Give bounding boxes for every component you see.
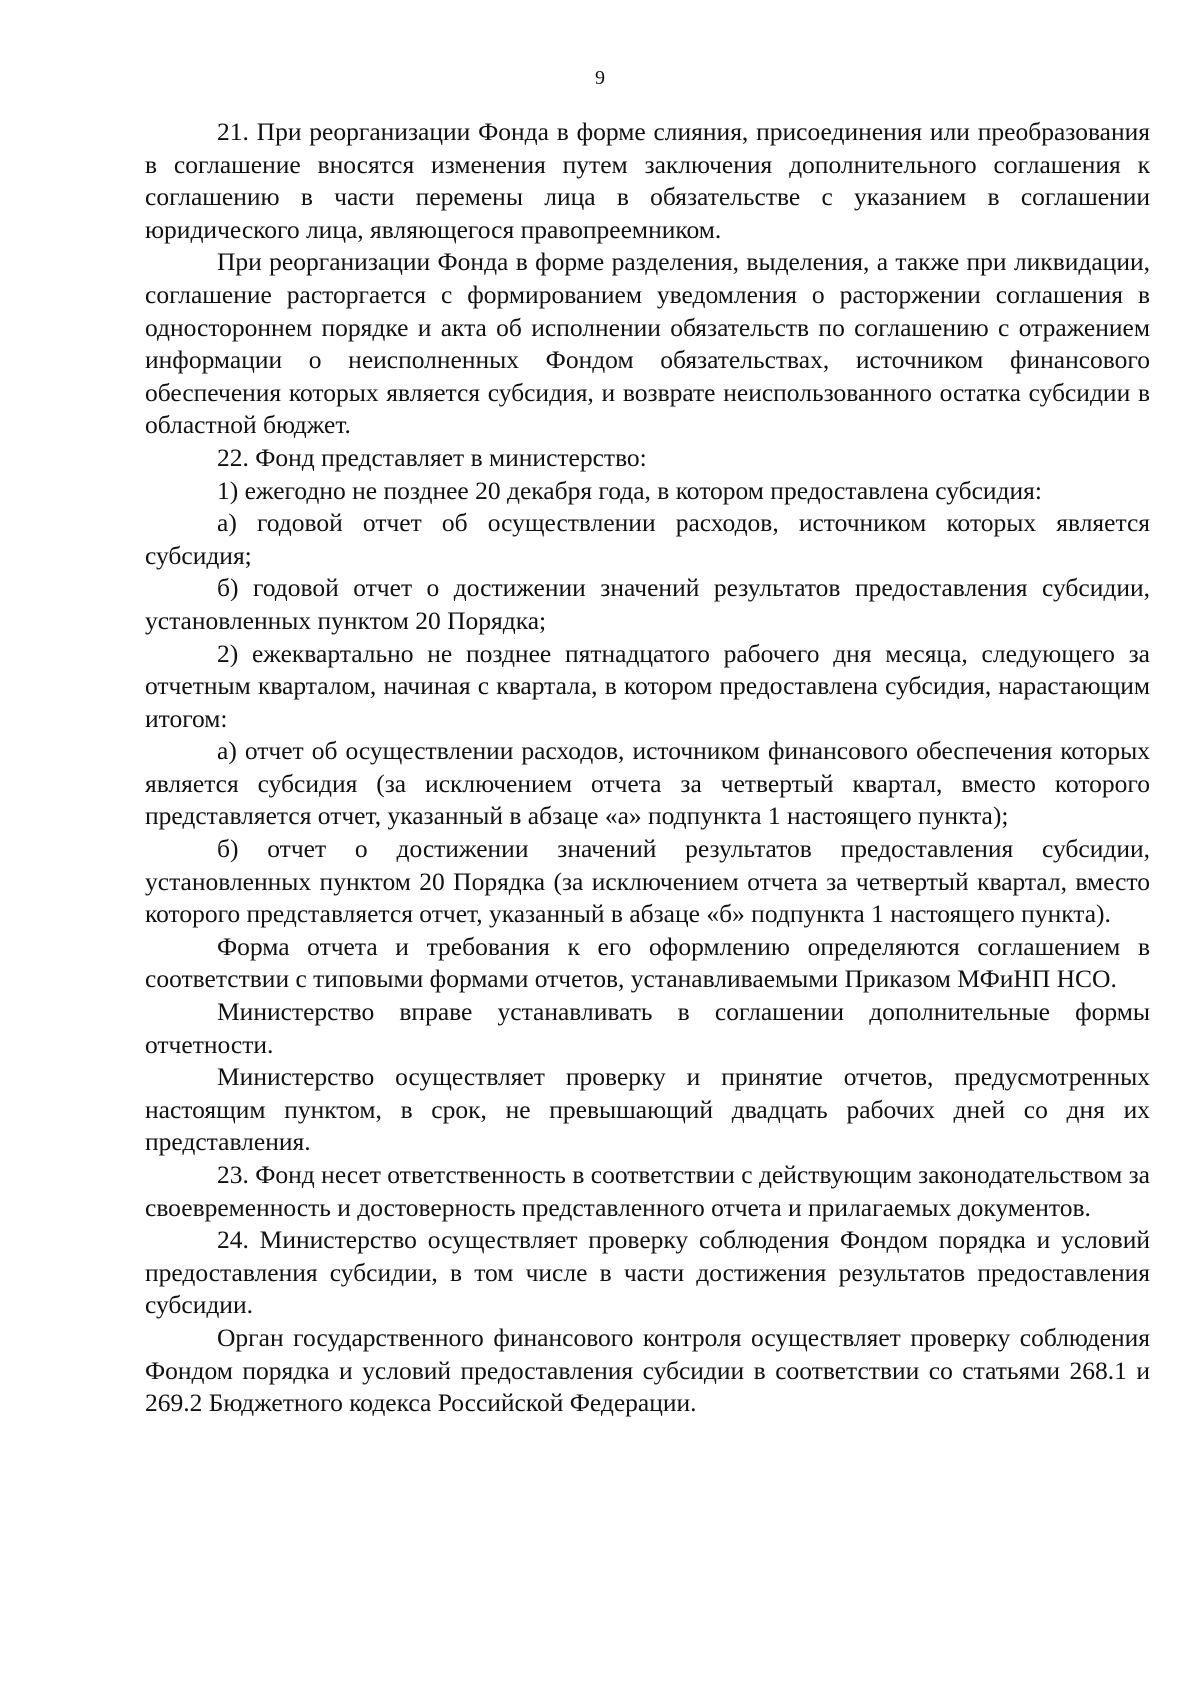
paragraph-22-item-2: 2) ежеквартально не позднее пятнадцатого рабочего дня месяца, следующего за отчетным кварталом, начиная с квартала, в котором предоставлена субсидия, нарастающим итогом: bbox=[145, 638, 1150, 733]
paragraph-22-item-1a: а) годовой отчет об осуществлении расходов, источником которых является субсидия; bbox=[145, 508, 1150, 570]
paragraph-financial-control: Орган государственного финансового контроля осуществляет проверку соблюдения Фондом порядка и условий предоставления субсидии в соответствии со статьями 268.1 и 269.2 Бюджетного кодекса Российской Федерации. bbox=[145, 1322, 1150, 1418]
document-body bbox=[145, 116, 1150, 1420]
paragraph-22-item-2a: а) отчет об осуществлении расходов, источником финансового обеспечения которых является субсидия (за исключением отчета за четвертый квартал, вместо которого представляется отчет, указанный в абзаце «а» подпункта 1 настоящего пункта); bbox=[145, 736, 1150, 831]
paragraph-report-form: Форма отчета и требования к его оформлению определяются соглашением в соответствии с типовыми формами отчетов, устанавливаемыми Приказом МФиНП НСО. bbox=[145, 931, 1150, 994]
paragraph-24: 24. Министерство осуществляет проверку соблюдения Фондом порядка и условий предоставления субсидии, в том числе в части достижения результатов предоставления субсидии. bbox=[145, 1225, 1150, 1320]
paragraph-21: 21. При реорганизации Фонда в форме слияния, присоединения или преобразования в соглашение вносятся изменения путем заключения дополнительного соглашения к соглашению в части перемены лица в обязательстве с указанием в соглашении юридического лица, являющегося правопреемником. bbox=[145, 117, 1150, 244]
paragraph-additional-forms: Министерство вправе устанавливать в соглашении дополнительные формы отчетности. bbox=[145, 997, 1150, 1059]
paragraph-22: 22. Фонд представляет в министерство: bbox=[217, 442, 647, 472]
page-number: 9 bbox=[595, 67, 605, 89]
paragraph-report-verification: Министерство осуществляет проверку и принятие отчетов, предусмотренных настоящим пунктом, в срок, не превышающий двадцать рабочих дней со дня их представления. bbox=[145, 1062, 1150, 1157]
paragraph-22-item-2b: б) отчет о достижении значений результатов предоставления субсидии, установленных пунктом 20 Порядка (за исключением отчета за четвертый квартал, вместо которого представляется отчет, указанный в абзаце «б» подпункта 1 настоящего пункта). bbox=[145, 834, 1150, 929]
paragraph-22-item-1: 1) ежегодно не позднее 20 декабря года, в котором предоставлена субсидия: bbox=[217, 475, 1042, 505]
paragraph-23: 23. Фонд несет ответственность в соответствии с действующим законодательством за своевременность и достоверность представленного отчета и прилагаемых документов. bbox=[145, 1160, 1150, 1222]
paragraph-22-item-1b: б) годовой отчет о достижении значений результатов предоставления субсидии, установленных пунктом 20 Порядка; bbox=[145, 573, 1150, 635]
paragraph-21-reorganization-liquidation: При реорганизации Фонда в форме разделения, выделения, а также при ликвидации, соглашение расторгается с формированием уведомления о расторжении соглашения в одностороннем порядке и акта об исполнении обязательств по соглашению с отражением информации о неисполненных Фондом обязательствах, источником финансового обеспечения которых является субсидия, и возврате неиспользованного остатка субсидии в областной бюджет. bbox=[145, 247, 1150, 440]
